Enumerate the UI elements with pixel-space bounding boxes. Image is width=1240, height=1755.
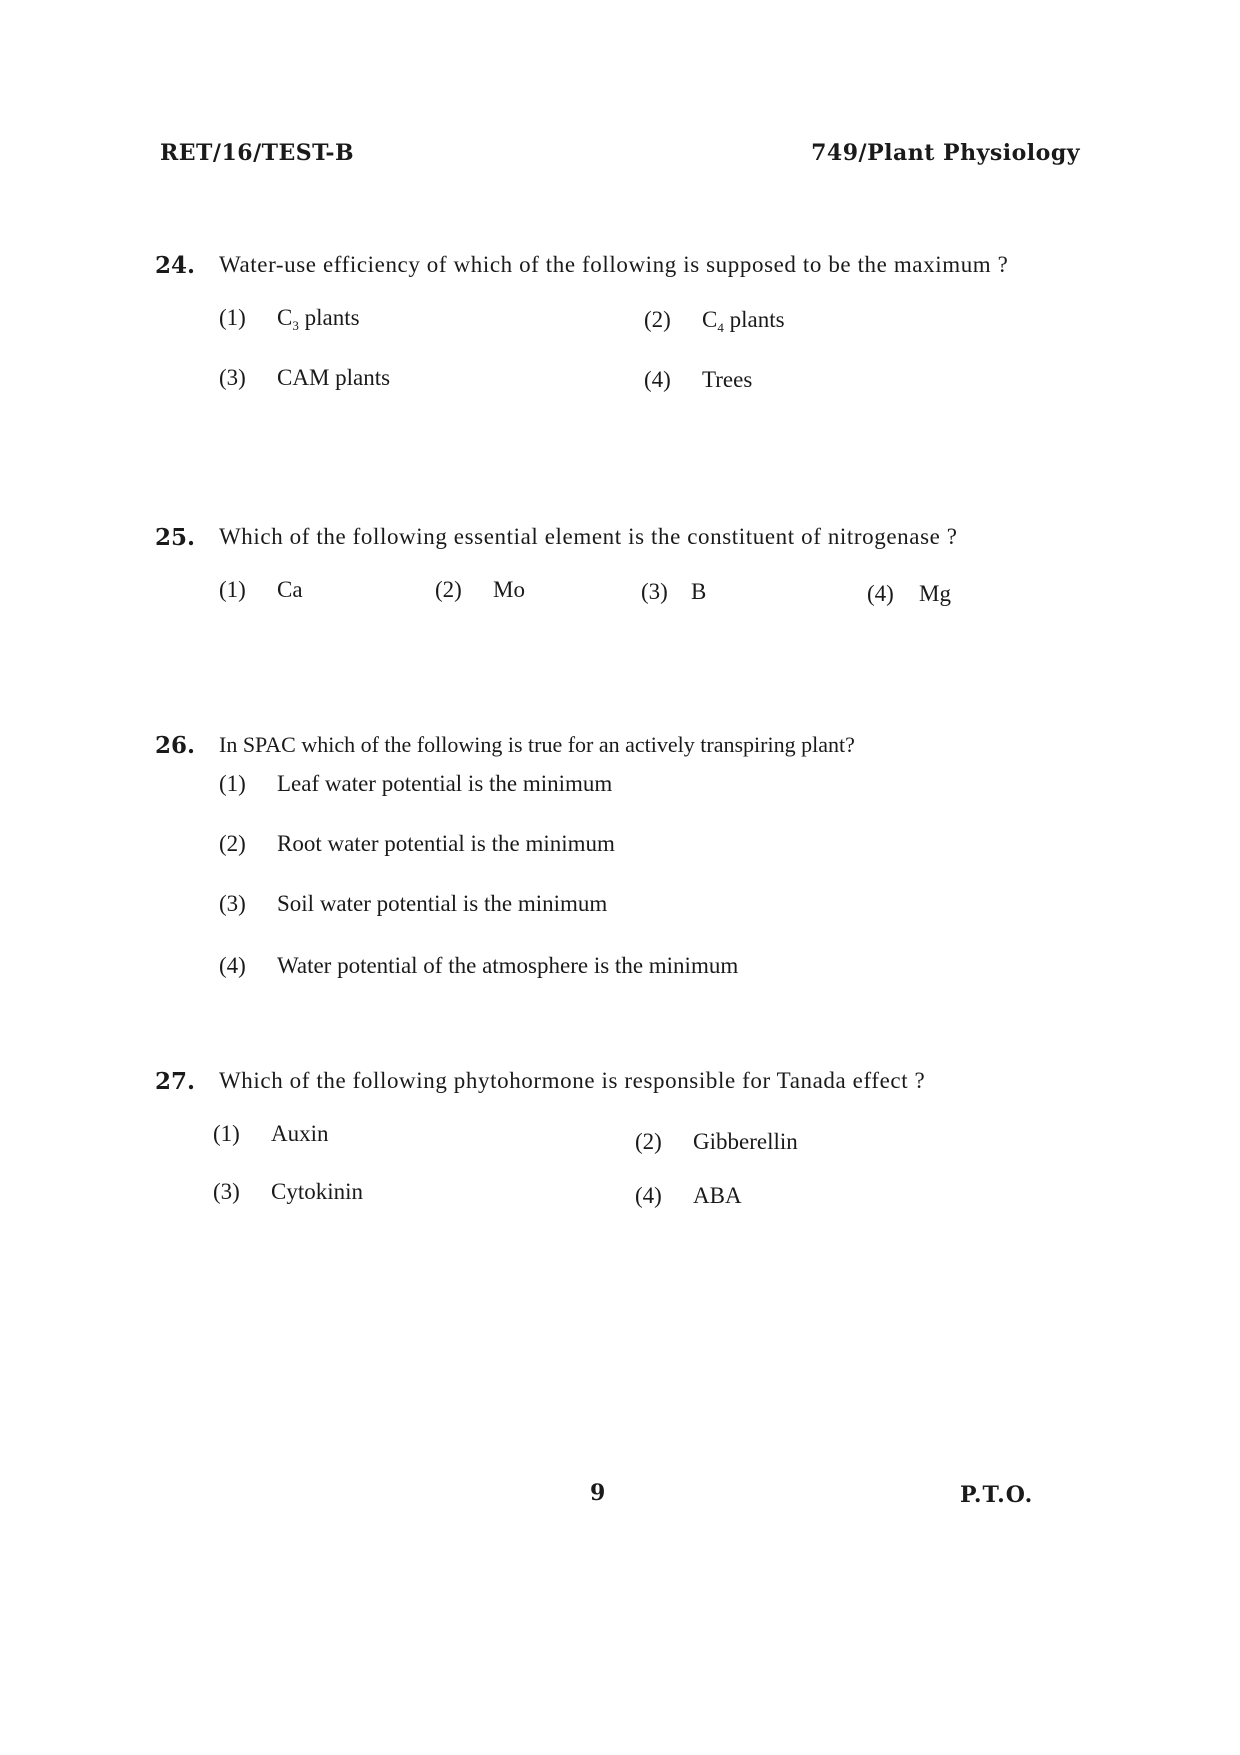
question-number: 24.: [155, 252, 196, 279]
option-number: (3): [219, 891, 246, 916]
option-label: Trees: [702, 367, 753, 392]
option-1: [219, 771, 612, 797]
option-label: Soil water potential is the minimum: [277, 891, 608, 916]
question-text: In SPAC which of the following is true for an actively transpiring plant?: [219, 732, 855, 757]
option-3: [641, 579, 706, 605]
page-header: [160, 140, 1080, 174]
option-2: [644, 307, 785, 336]
option-number: (1): [219, 771, 246, 796]
option-3: [219, 891, 607, 917]
options-list: [219, 563, 1065, 623]
option-4: [635, 1183, 742, 1209]
option-number: (1): [213, 1121, 240, 1146]
option-number: (3): [213, 1179, 240, 1204]
option-2: [435, 577, 525, 603]
option-label: Mg: [919, 581, 951, 606]
option-4: [867, 581, 951, 607]
options-list: [219, 771, 1065, 1001]
option-number: (1): [219, 305, 246, 330]
option-number: (4): [644, 367, 671, 392]
option-label: Water potential of the atmosphere is the minimum: [277, 953, 739, 978]
page-number: 9: [590, 1480, 606, 1506]
question-26: [155, 732, 1065, 1001]
option-label: Root water potential is the minimum: [277, 831, 615, 856]
option-1: [219, 305, 360, 334]
question-text: Which of the following essential element is the constituent of nitrogenase ?: [219, 524, 958, 549]
option-label: Auxin: [271, 1121, 329, 1146]
question-number: 25.: [155, 524, 196, 551]
option-label: $C_4$ plants: [702, 307, 785, 335]
option-3: [213, 1179, 363, 1205]
option-number: (3): [219, 365, 246, 390]
option-number: (2): [644, 307, 671, 332]
option-label: CAM plants: [277, 365, 391, 390]
question-number: 26.: [155, 732, 196, 759]
option-1: [219, 577, 303, 603]
option-label: B: [691, 579, 707, 604]
option-4: [644, 367, 752, 393]
option-number: (2): [219, 831, 246, 856]
question-25: [155, 524, 1065, 623]
question-27: [155, 1068, 1065, 1227]
options-list: [213, 1107, 1065, 1227]
option-label: Leaf water potential is the minimum: [277, 771, 613, 796]
option-3: [219, 365, 390, 391]
option-label: $C_3$ plants: [277, 305, 360, 333]
option-number: (4): [219, 953, 246, 978]
option-label: ABA: [693, 1183, 742, 1208]
option-number: (2): [435, 577, 462, 602]
option-number: (4): [867, 581, 894, 606]
pto-label: P.T.O.: [960, 1482, 1034, 1508]
option-4: [219, 953, 738, 979]
question-text: Which of the following phytohormone is responsible for Tanada effect ?: [219, 1068, 926, 1093]
option-number: (1): [219, 577, 246, 602]
option-2: [635, 1129, 798, 1155]
options-list: [219, 291, 1065, 411]
option-1: [213, 1121, 329, 1147]
option-number: (2): [635, 1129, 662, 1154]
option-label: Ca: [277, 577, 303, 602]
question-number: 27.: [155, 1068, 196, 1095]
option-label: Mo: [493, 577, 525, 602]
option-2: [219, 831, 615, 857]
option-label: Cytokinin: [271, 1179, 364, 1204]
question-24: [155, 252, 1065, 411]
test-code: RET/16/TEST-B: [160, 140, 355, 166]
option-number: (3): [641, 579, 668, 604]
option-label: Gibberellin: [693, 1129, 798, 1154]
option-number: (4): [635, 1183, 662, 1208]
subject-title: 749/Plant Physiology: [811, 140, 1080, 166]
question-text: Water-use efficiency of which of the following is supposed to be the maximum ?: [219, 252, 1009, 277]
